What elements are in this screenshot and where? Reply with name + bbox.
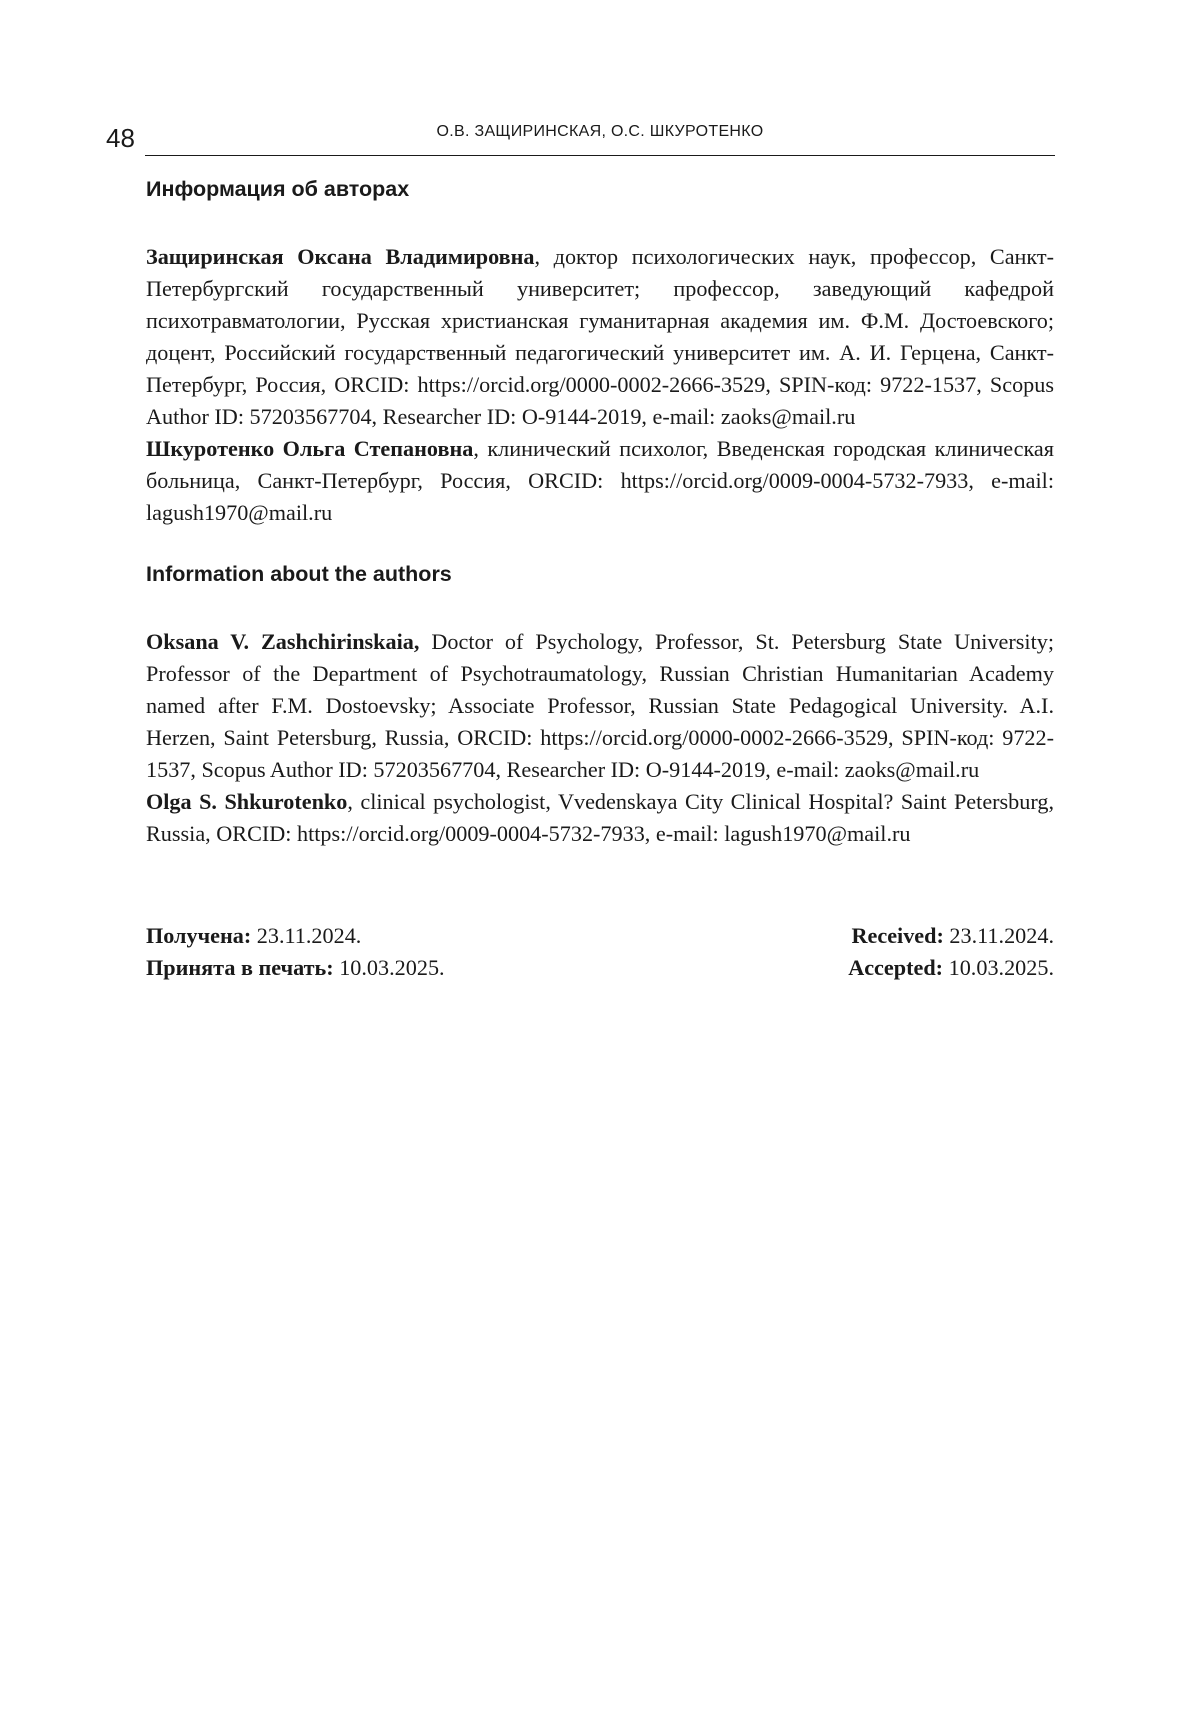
en-received-line [848,920,1054,952]
dates-ru [146,920,445,984]
ru-accepted-label: Принята в печать: [146,955,334,980]
en-accepted-line [848,952,1054,984]
ru-received-line [146,920,445,952]
en-author-2-name: Olga S. Shkurotenko [146,789,348,814]
ru-author-2-name: Шкуротенко Ольга Степановна [146,436,474,461]
en-author-1-details: Doctor of Psychology, Professor, St. Petersburg State University; Professor of the Department of Psychotraumatology, Russian Christian Humanitarian Academy named after F.M. Dostoevsky; Associate Professor, Russian State Pedagogical University. A.I. Herzen, Saint Petersburg, Russia, ORCID: https://orcid.org/0000-0002-2666-3529, SPIN-код: 9722-1537, Scopus Author ID: 57203567704, Researcher ID: O-9144-2019, e-mail: zaoks@mail.ru [146,629,1054,782]
ru-author-1 [146,241,1054,433]
ru-section-heading: Информация об авторах [146,177,410,201]
ru-received-value: 23.11.2024. [251,923,362,948]
page-number: 48 [106,123,135,153]
ru-author-1-name: Защиринская Оксана Владимировна [146,244,535,269]
ru-accepted-value: 10.03.2025. [333,955,445,980]
en-accepted-label: Accepted: [848,955,944,980]
en-accepted-value: 10.03.2025. [943,955,1054,980]
en-author-2 [146,786,1054,850]
en-received-value: 23.11.2024. [943,923,1054,948]
running-head-text: О.В. ЗАЩИРИНСКАЯ, О.С. ШКУРОТЕНКО [436,123,764,140]
page-content [146,174,1054,984]
dates-block [146,920,1054,984]
dates-en [848,920,1054,984]
ru-accepted-line [146,952,445,984]
ru-received-label: Получена: [146,923,252,948]
ru-author-1-details: , доктор психологических наук, профессор, Санкт-Петербургский государственный университет; профессор, заведующий кафедрой психотравматологии, Русская христианская гуманитарная академия им. Ф.М. Достоевского; доцент, Российский государственный педагогический университет им. А. И. Герцена, Санкт-Петербург, Россия, ORCID: https://orcid.org/0000-0002-2666-3529, SPIN-код: 9722-1537, Scopus Author ID: 57203567704, Researcher ID: O-9144-2019, e-mail: zaoks@mail.ru [146,244,1054,429]
en-received-label: Received: [851,923,944,948]
ru-authors [146,241,1054,529]
en-author-2-details: , clinical psychologist, Vvedenskaya City Clinical Hospital? Saint Petersburg, Russia, ORCID: https://orcid.org/0009-0004-5732-7933, e-mail: lagush1970@mail.ru [146,789,1054,846]
en-authors [146,626,1054,850]
ru-author-2 [146,433,1054,529]
en-author-1-name: Oksana V. Zashchirinskaia, [146,629,420,654]
running-head [145,117,1055,156]
en-author-1 [146,626,1054,786]
ru-author-2-details: , клинический психолог, Введенская городская клиническая больница, Санкт-Петербург, Россия, ORCID: https://orcid.org/0009-0004-5732-7933, e-mail: lagush1970@mail.ru [146,436,1054,525]
en-section-heading: Information about the authors [146,562,452,586]
